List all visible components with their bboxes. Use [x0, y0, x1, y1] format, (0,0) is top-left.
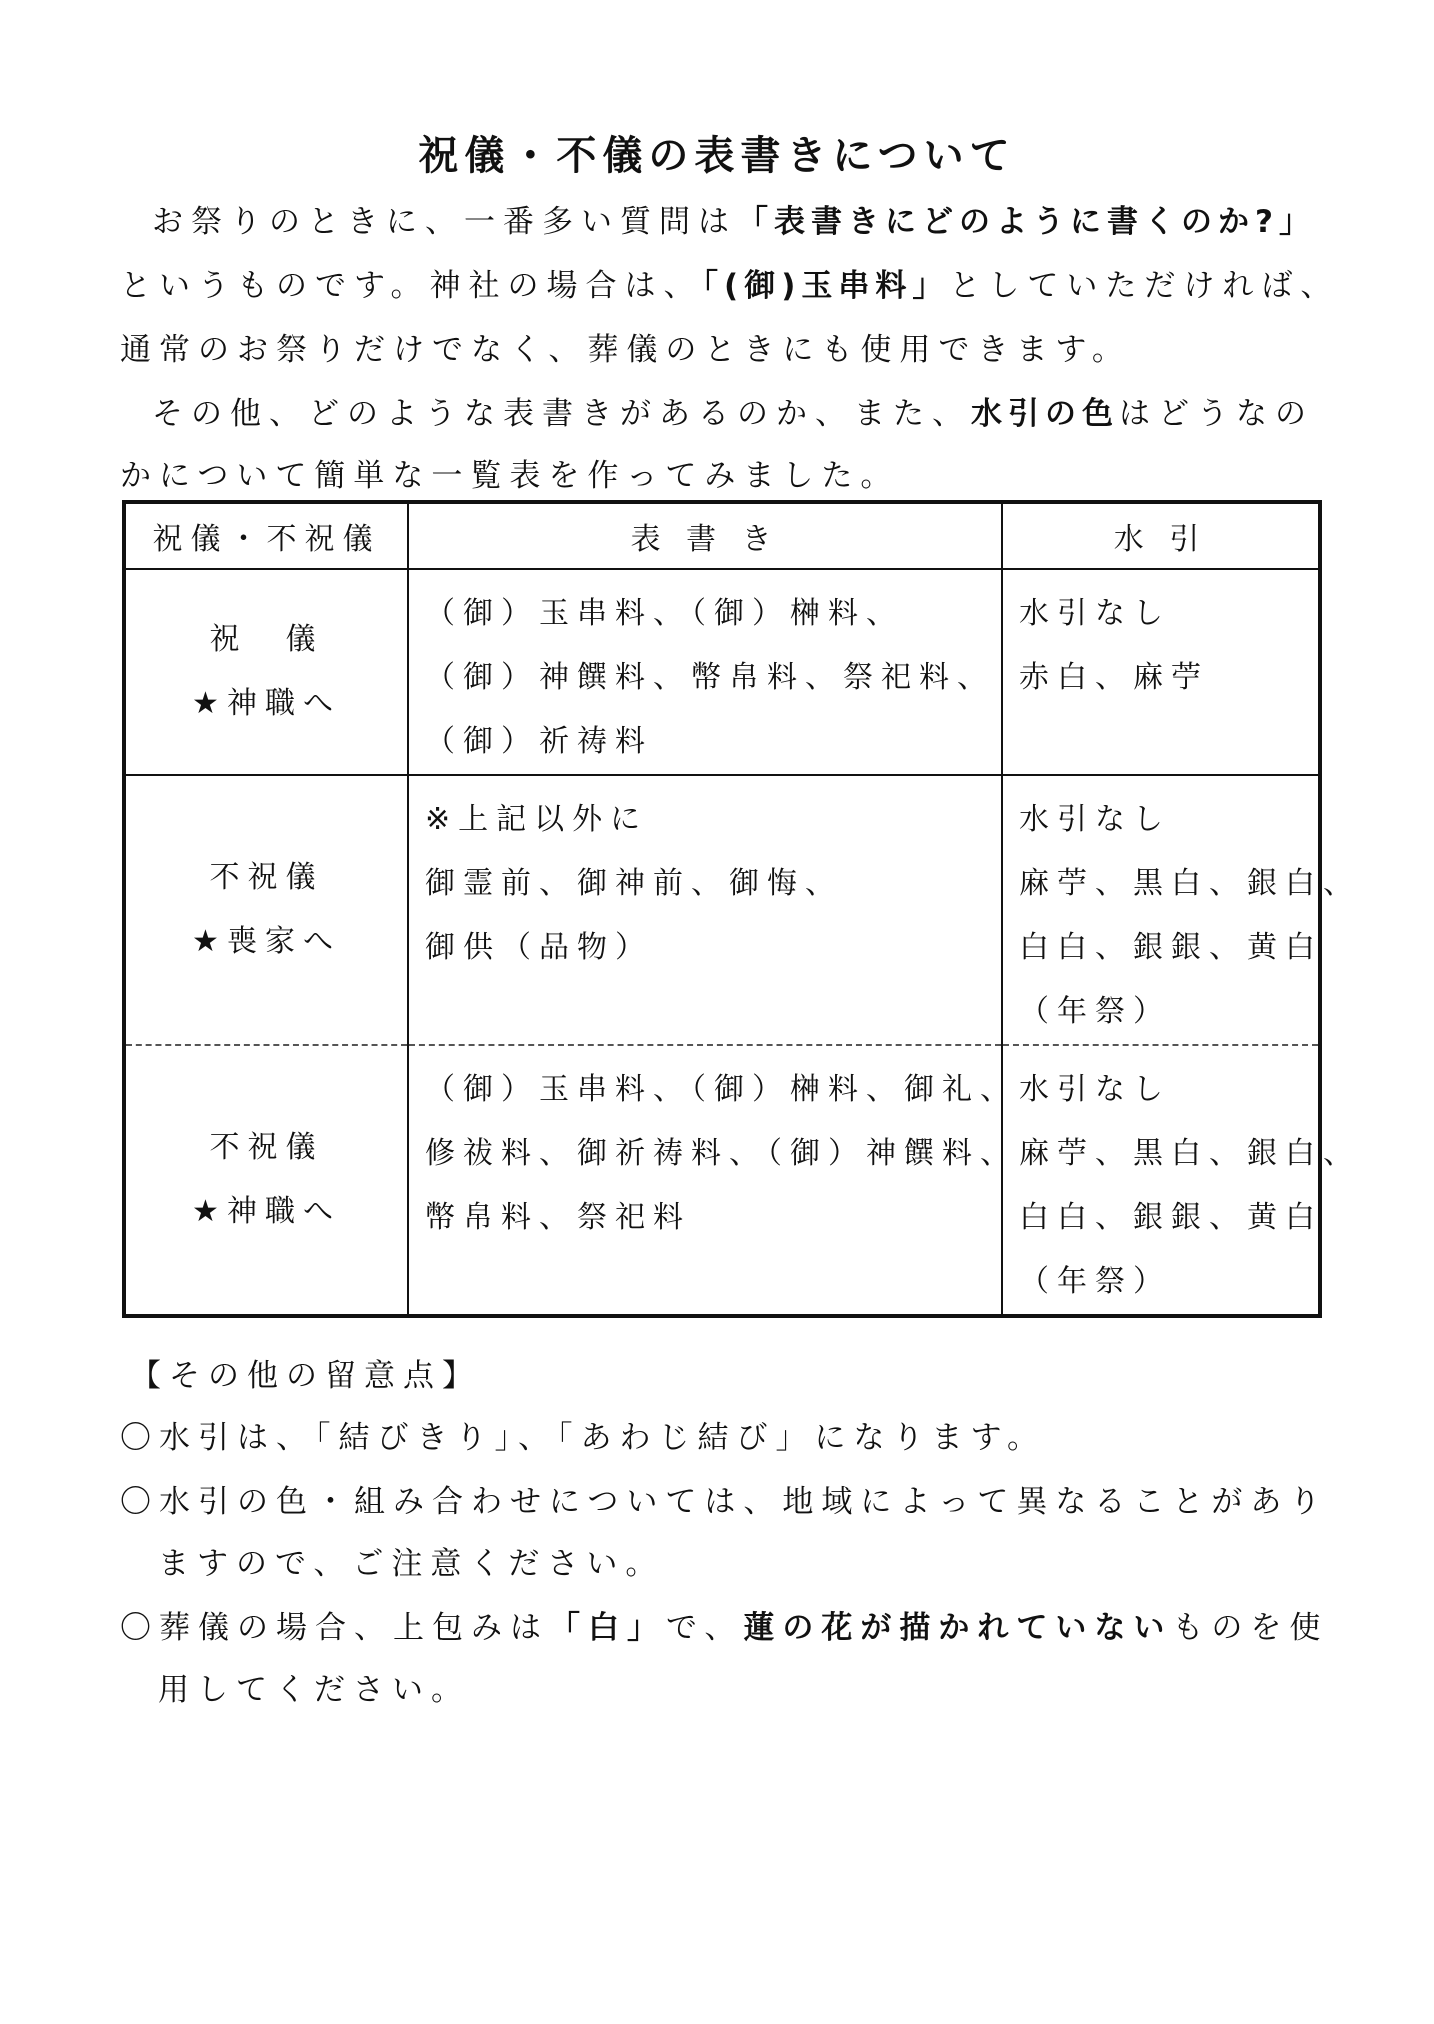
table-row	[124, 569, 1320, 775]
omotegaki-line: （御）祈祷料	[425, 724, 653, 759]
category-label: 不祝儀	[209, 1130, 324, 1165]
note-text: 〇葬儀の場合、上包みは	[120, 1610, 549, 1646]
table-header-row	[124, 502, 1320, 569]
recipient-label: ★喪家へ	[192, 924, 341, 959]
table-row	[124, 775, 1320, 1045]
note-item	[120, 1602, 1328, 1647]
mizuhiki-line: 麻苧、黒白、銀白、	[1019, 866, 1361, 901]
omotegaki-cell	[408, 1045, 1018, 1316]
note-text: ものを使	[1172, 1610, 1329, 1646]
mizuhiki-line: 白白、銀銀、黄白	[1019, 1200, 1323, 1235]
intro-text: はどうなの	[1119, 396, 1314, 432]
intro-line-3: 通常のお祭りだけでなく、葬儀のときにも使用できます。	[120, 332, 1131, 368]
page-title: 祝儀・不儀の表書きについて	[418, 133, 1016, 179]
mizuhiki-line: （年祭）	[1019, 994, 1171, 1029]
note-item: 〇水引は、「結びきり」、「あわじ結び」になります。	[120, 1420, 1047, 1456]
category-label: 祝 儀	[209, 622, 324, 657]
omotegaki-line: 修祓料、御祈祷料、（御）神饌料、	[425, 1136, 1018, 1171]
notes-heading: 【その他の留意点】	[130, 1358, 481, 1394]
intro-text: その他、どのような表書きがあるのか、また、	[152, 396, 971, 432]
mizuhiki-line: 赤白、麻苧	[1019, 660, 1209, 695]
intro-text: お祭りのときに、一番多い質問は	[152, 204, 737, 240]
omotegaki-table	[122, 500, 1361, 1318]
intro-text: としていただければ、	[949, 268, 1340, 304]
table-row	[124, 1045, 1320, 1316]
omotegaki-line: ※上記以外に	[425, 802, 649, 837]
omotegaki-line: 幣帛料、祭祀料	[425, 1200, 691, 1235]
intro-text: というものです。神社の場合は、	[120, 268, 703, 304]
note-item-continued: ますので、ご注意ください。	[158, 1546, 665, 1582]
omotegaki-line: （御）玉串料、（御）榊料、御礼、	[425, 1072, 1018, 1107]
intro-emphasis: 「表書きにどのように書くのか?」	[737, 204, 1316, 240]
intro-line-4	[152, 388, 1352, 433]
omotegaki-line: 御霊前、御神前、御悔、	[425, 866, 843, 901]
recipient-label: ★神職へ	[192, 1194, 341, 1229]
mizuhiki-line: （年祭）	[1019, 1264, 1171, 1299]
mizuhiki-line: 麻苧、黒白、銀白、	[1019, 1136, 1361, 1171]
intro-line-2	[120, 260, 1340, 305]
category-cell	[124, 775, 408, 1045]
mizuhiki-cell	[1002, 1045, 1361, 1316]
mizuhiki-line: 白白、銀銀、黄白	[1019, 930, 1323, 965]
omotegaki-line: （御）神饌料、幣帛料、祭祀料、	[425, 660, 995, 695]
omotegaki-line: （御）玉串料、（御）榊料、	[425, 596, 904, 631]
intro-line-1	[152, 196, 1352, 241]
header-category: 祝儀・不祝儀	[124, 502, 408, 569]
category-cell	[124, 569, 408, 775]
category-label: 不祝儀	[209, 860, 324, 895]
note-item-continued: 用してください。	[158, 1672, 470, 1708]
mizuhiki-line: 水引なし	[1019, 596, 1171, 631]
intro-line-5: かについて簡単な一覧表を作ってみました。	[120, 458, 900, 494]
note-text: で、	[666, 1610, 744, 1646]
note-item: 〇水引の色・組み合わせについては、地域によって異なることがあり	[120, 1484, 1329, 1520]
note-emphasis: 蓮の花が描かれていない	[743, 1610, 1173, 1646]
mizuhiki-line: 水引なし	[1019, 802, 1171, 837]
category-cell	[124, 1045, 408, 1316]
omotegaki-cell	[408, 569, 1002, 775]
omotegaki-line: 御供（品物）	[425, 930, 653, 965]
header-mizuhiki: 水 引	[1002, 502, 1320, 569]
mizuhiki-cell	[1002, 775, 1361, 1045]
recipient-label: ★神職へ	[192, 686, 341, 721]
note-emphasis: 「白」	[549, 1610, 666, 1646]
mizuhiki-line: 水引なし	[1019, 1072, 1171, 1107]
intro-emphasis: 水引の色	[971, 396, 1119, 432]
omotegaki-cell	[408, 775, 1002, 1045]
mizuhiki-cell	[1002, 569, 1320, 775]
intro-emphasis: 「(御)玉串料」	[702, 268, 950, 304]
header-omotegaki: 表 書 き	[408, 502, 1002, 569]
